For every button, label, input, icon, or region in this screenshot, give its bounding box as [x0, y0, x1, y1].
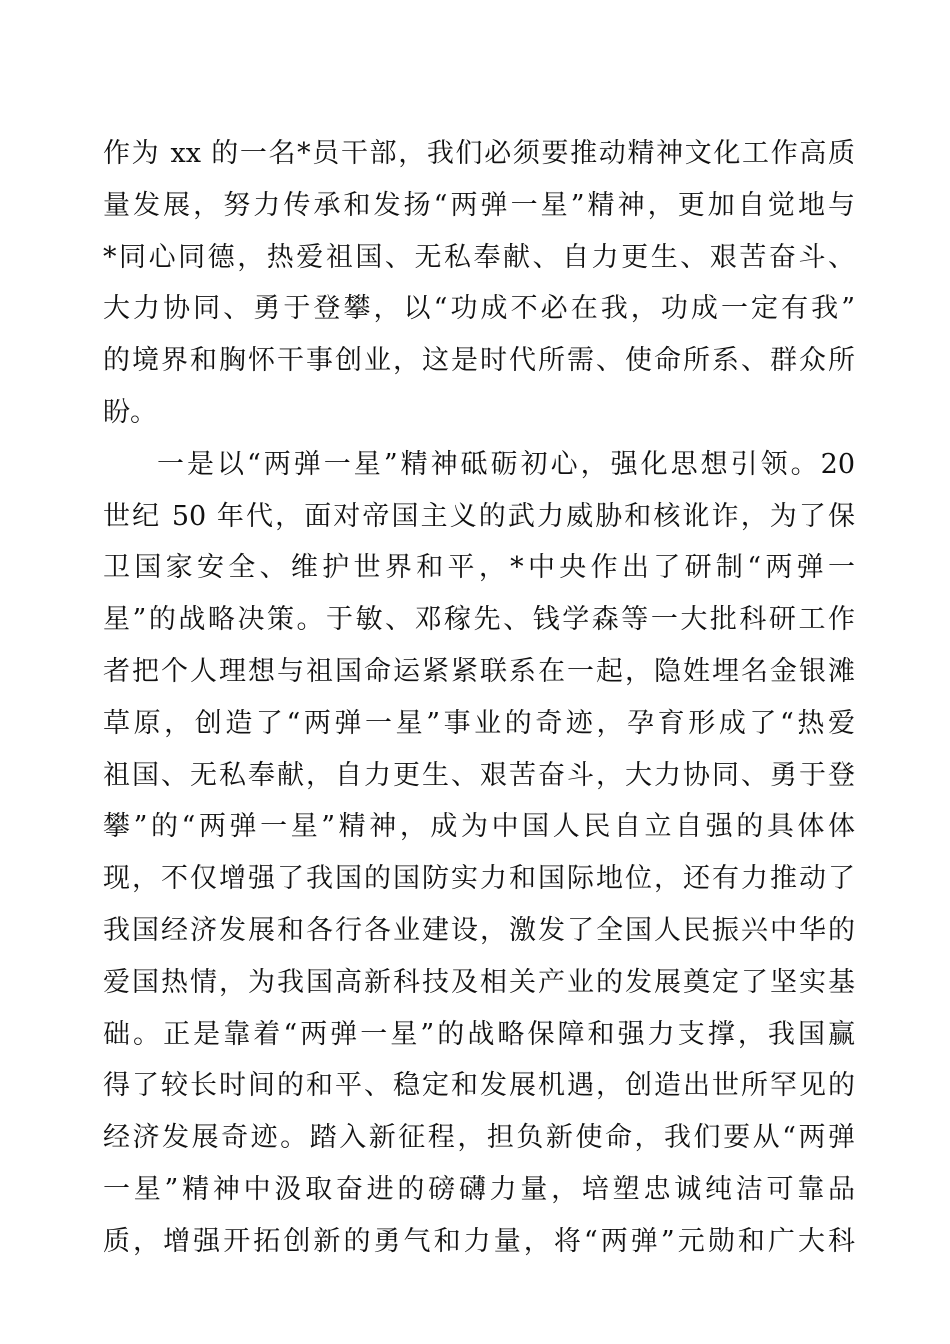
- text-line: 大力协同、勇于登攀，以“功成不必在我，功成一定有我”: [103, 293, 855, 325]
- text-line: 盼。: [103, 396, 157, 428]
- text-line: 作为 xx 的一名*员干部，我们必须要推动精神文化工作高质: [103, 138, 855, 169]
- text-line: 础。正是靠着“两弹一星”的战略保障和强力支撑，我国赢: [103, 1018, 855, 1050]
- text-line: 经济发展奇迹。踏入新征程，担负新使命，我们要从“两弹: [103, 1122, 855, 1154]
- text-line: 的境界和胸怀干事创业，这是时代所需、使命所系、群众所: [103, 345, 855, 377]
- body-text: [103, 128, 855, 1268]
- text-line: 卫国家安全、维护世界和平，*中央作出了研制“两弹一: [103, 552, 855, 584]
- text-line: 得了较长时间的和平、稳定和发展机遇，创造出世所罕见的: [103, 1070, 855, 1102]
- text-line: 一星”精神中汲取奋进的磅礴力量，培塑忠诚纯洁可靠品: [103, 1173, 855, 1205]
- text-line: 攀”的“两弹一星”精神，成为中国人民自立自强的具体体: [103, 811, 855, 843]
- text-line: 星”的战略决策。于敏、邓稼先、钱学森等一大批科研工作: [103, 604, 855, 636]
- text-line: 我国经济发展和各行各业建设，激发了全国人民振兴中华的: [103, 914, 855, 946]
- text-line: 质，增强开拓创新的勇气和力量，将“两弹”元勋和广大科: [103, 1225, 855, 1257]
- text-line: 爱国热情，为我国高新科技及相关产业的发展奠定了坚实基: [103, 966, 855, 998]
- text-line: 一是以“两弹一星”精神砥砺初心，强化思想引领。20: [157, 448, 855, 480]
- text-line: 者把个人理想与祖国命运紧紧联系在一起，隐姓埋名金银滩: [103, 655, 855, 687]
- paragraph-1: [103, 128, 855, 439]
- text-line: 祖国、无私奉献，自力更生、艰苦奋斗，大力协同、勇于登: [103, 759, 855, 791]
- text-line: 现，不仅增强了我国的国防实力和国际地位，还有力推动了: [103, 863, 855, 895]
- text-line: *同心同德，热爱祖国、无私奉献、自力更生、艰苦奋斗、: [103, 241, 855, 273]
- text-line: 世纪 50 年代，面对帝国主义的武力威胁和核讹诈，为了保: [103, 500, 855, 532]
- text-line: 量发展，努力传承和发扬“两弹一星”精神，更加自觉地与: [103, 189, 855, 221]
- text-line: 草原，创造了“两弹一星”事业的奇迹，孕育形成了“热爱: [103, 707, 855, 739]
- paragraph-2: [103, 439, 855, 1268]
